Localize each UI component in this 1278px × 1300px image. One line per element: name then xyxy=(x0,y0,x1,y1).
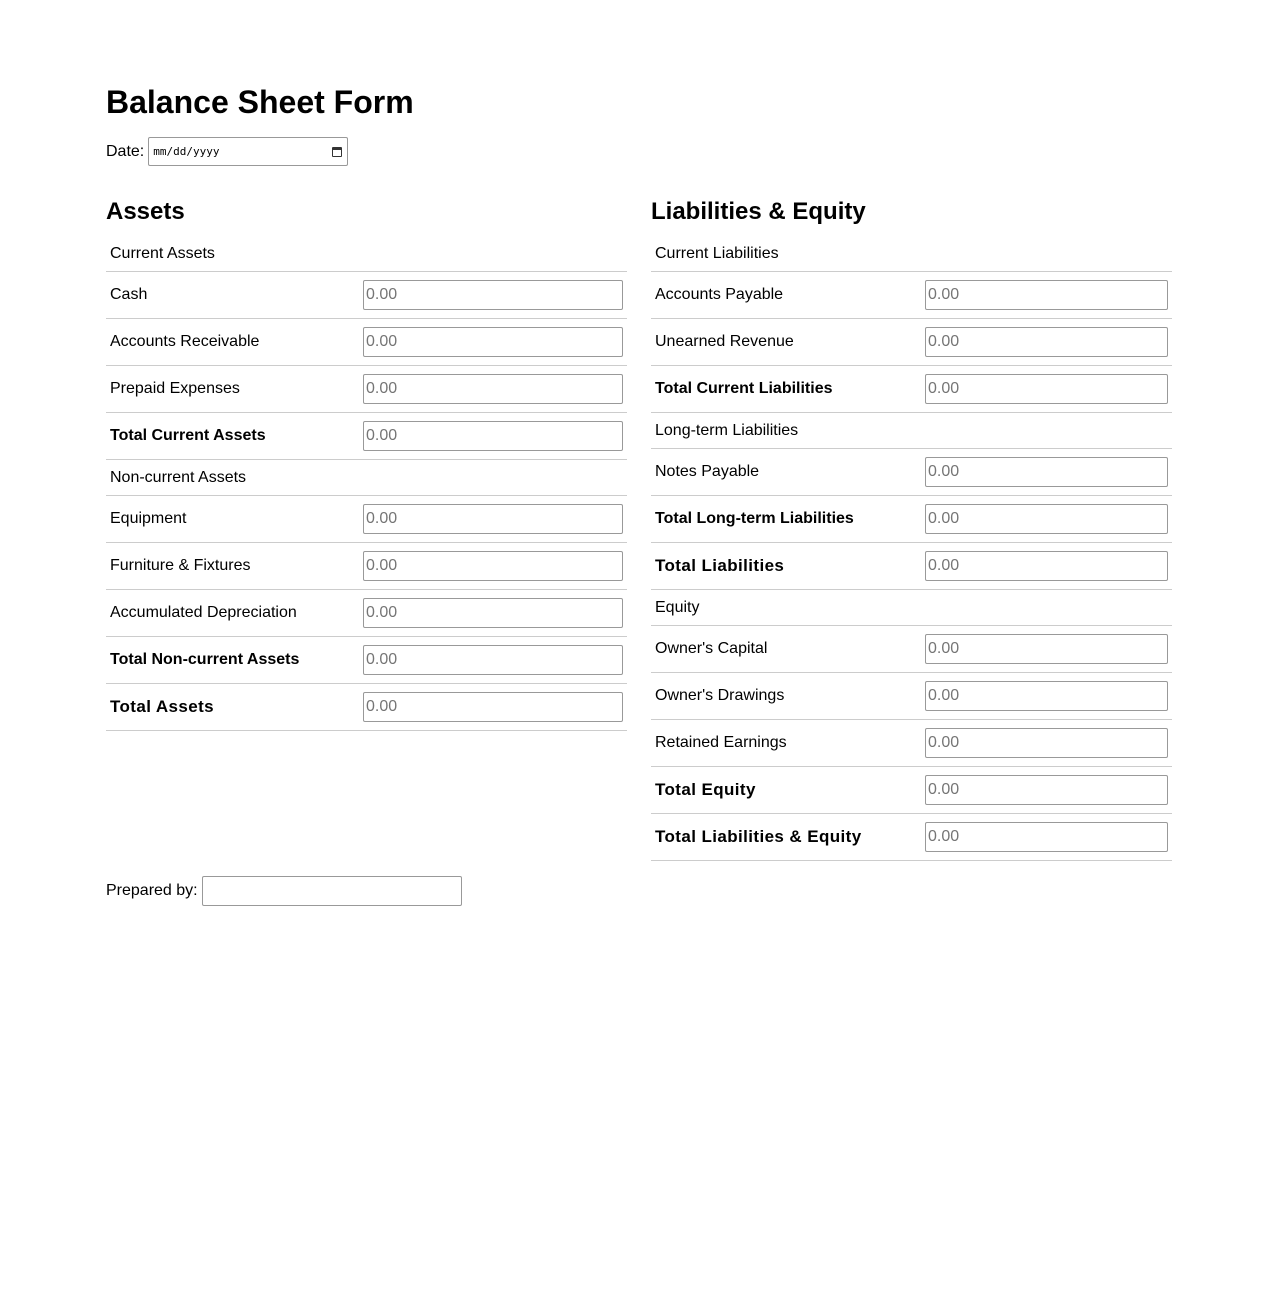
table-row-equipment xyxy=(106,496,627,543)
row-value-cell xyxy=(359,496,627,543)
row-value-cell xyxy=(921,543,1172,590)
unearned-revenue-input[interactable] xyxy=(925,327,1168,357)
row-value-cell xyxy=(359,590,627,637)
row-value-cell xyxy=(921,496,1172,543)
total-current-liabilities-input[interactable] xyxy=(925,374,1168,404)
owner-s-capital-input[interactable] xyxy=(925,634,1168,664)
liabilities-equity-table xyxy=(651,236,1172,861)
total-assets-input[interactable] xyxy=(363,692,623,722)
furniture-and-fixtures-input[interactable] xyxy=(363,551,623,581)
row-value-cell xyxy=(359,319,627,366)
date-label: Date: xyxy=(106,142,145,160)
row-label: Equipment xyxy=(106,496,359,543)
row-label: Unearned Revenue xyxy=(651,319,921,366)
prepared-by-label: Prepared by: xyxy=(106,882,198,899)
table-row-total-non-current-assets xyxy=(106,637,627,684)
row-label: Furniture & Fixtures xyxy=(106,543,359,590)
row-value-cell xyxy=(921,319,1172,366)
notes-payable-input[interactable] xyxy=(925,457,1168,487)
table-row-accounts-receivable xyxy=(106,319,627,366)
total-current-assets-input[interactable] xyxy=(363,421,623,451)
section-label: Non-current Assets xyxy=(106,460,627,496)
page-title: Balance Sheet Form xyxy=(106,84,414,120)
assets-column xyxy=(106,196,627,731)
row-label: Owner's Capital xyxy=(651,626,921,673)
row-value-cell xyxy=(921,720,1172,767)
total-long-term-liabilities-input[interactable] xyxy=(925,504,1168,534)
table-row-total-current-assets xyxy=(106,413,627,460)
section-label: Current Liabilities xyxy=(651,236,1172,272)
prepared-by-input[interactable] xyxy=(202,876,462,906)
table-row-total-equity xyxy=(651,767,1172,814)
table-row-notes-payable xyxy=(651,449,1172,496)
date-input[interactable] xyxy=(148,137,348,166)
date-row xyxy=(106,137,348,166)
row-label: Total Long-term Liabilities xyxy=(651,496,921,543)
row-label: Retained Earnings xyxy=(651,720,921,767)
assets-heading: Assets xyxy=(106,198,185,225)
cash-input[interactable] xyxy=(363,280,623,310)
liabilities-equity-heading: Liabilities & Equity xyxy=(651,198,866,225)
row-value-cell xyxy=(359,272,627,319)
accounts-receivable-input[interactable] xyxy=(363,327,623,357)
total-liabilities-input[interactable] xyxy=(925,551,1168,581)
retained-earnings-input[interactable] xyxy=(925,728,1168,758)
row-label: Cash xyxy=(106,272,359,319)
section-row-equity xyxy=(651,590,1172,626)
accounts-payable-input[interactable] xyxy=(925,280,1168,310)
table-row-prepaid-expenses xyxy=(106,366,627,413)
row-label: Accounts Receivable xyxy=(106,319,359,366)
row-label: Prepaid Expenses xyxy=(106,366,359,413)
section-row-long-term-liabilities xyxy=(651,413,1172,449)
prepared-by-row xyxy=(106,876,462,906)
row-value-cell xyxy=(921,767,1172,814)
table-row-total-liabilities xyxy=(651,543,1172,590)
liabilities-equity-column xyxy=(651,196,1172,861)
row-value-cell xyxy=(359,413,627,460)
section-row-non-current-assets xyxy=(106,460,627,496)
section-row-current-liabilities xyxy=(651,236,1172,272)
total-liabilities-and-equity-input[interactable] xyxy=(925,822,1168,852)
row-label: Notes Payable xyxy=(651,449,921,496)
table-row-accounts-payable xyxy=(651,272,1172,319)
section-label: Long-term Liabilities xyxy=(651,413,1172,449)
row-value-cell xyxy=(921,626,1172,673)
row-value-cell xyxy=(359,684,627,731)
row-value-cell xyxy=(921,272,1172,319)
row-label: Total Current Liabilities xyxy=(651,366,921,413)
calendar-icon[interactable] xyxy=(332,147,342,157)
row-value-cell xyxy=(921,449,1172,496)
row-label: Total Equity xyxy=(651,767,921,814)
owner-s-drawings-input[interactable] xyxy=(925,681,1168,711)
section-label: Equity xyxy=(651,590,1172,626)
row-value-cell xyxy=(359,366,627,413)
section-label: Current Assets xyxy=(106,236,627,272)
assets-table xyxy=(106,236,627,731)
prepaid-expenses-input[interactable] xyxy=(363,374,623,404)
table-row-owner-s-capital xyxy=(651,626,1172,673)
row-label: Total Non-current Assets xyxy=(106,637,359,684)
total-non-current-assets-input[interactable] xyxy=(363,645,623,675)
date-placeholder: mm/dd/yyyy xyxy=(153,145,220,158)
table-row-cash xyxy=(106,272,627,319)
row-value-cell xyxy=(921,673,1172,720)
row-label: Total Current Assets xyxy=(106,413,359,460)
table-row-furniture-and-fixtures xyxy=(106,543,627,590)
row-value-cell xyxy=(921,366,1172,413)
section-row-current-assets xyxy=(106,236,627,272)
table-row-retained-earnings xyxy=(651,720,1172,767)
row-label: Accumulated Depreciation xyxy=(106,590,359,637)
table-row-unearned-revenue xyxy=(651,319,1172,366)
row-label: Owner's Drawings xyxy=(651,673,921,720)
table-row-total-long-term-liabilities xyxy=(651,496,1172,543)
row-value-cell xyxy=(359,637,627,684)
row-label: Total Assets xyxy=(106,684,359,731)
row-value-cell xyxy=(921,814,1172,861)
row-value-cell xyxy=(359,543,627,590)
row-label: Accounts Payable xyxy=(651,272,921,319)
table-row-total-current-liabilities xyxy=(651,366,1172,413)
accumulated-depreciation-input[interactable] xyxy=(363,598,623,628)
row-label: Total Liabilities & Equity xyxy=(651,814,921,861)
total-equity-input[interactable] xyxy=(925,775,1168,805)
equipment-input[interactable] xyxy=(363,504,623,534)
table-row-owner-s-drawings xyxy=(651,673,1172,720)
table-row-total-liabilities-and-equity xyxy=(651,814,1172,861)
table-row-accumulated-depreciation xyxy=(106,590,627,637)
row-label: Total Liabilities xyxy=(651,543,921,590)
table-row-total-assets xyxy=(106,684,627,731)
